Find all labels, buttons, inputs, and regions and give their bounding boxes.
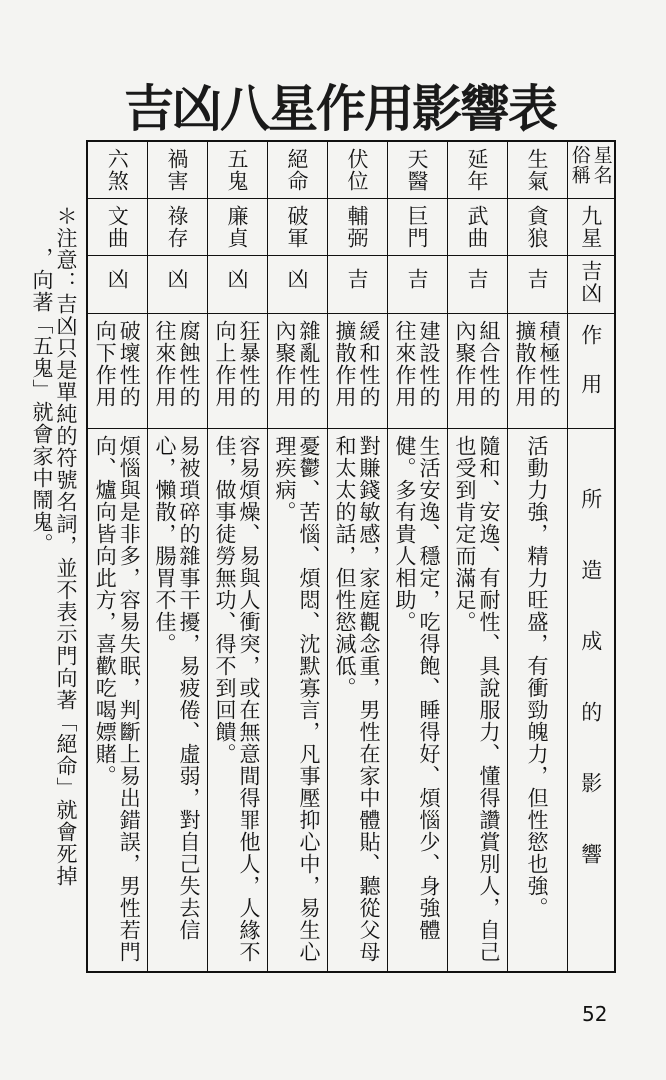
page-number: 52 (582, 1002, 608, 1026)
header-nine: 九星 (567, 199, 615, 256)
cell-nine-5: 廉貞 (207, 199, 267, 256)
cell-action-6: 腐蝕性的往來作用 (147, 314, 207, 429)
cell-effect-2: 生活安逸、穩定，吃得飽、睡得好、煩惱少、身強體健。多有貴人相助。 (387, 429, 447, 973)
cell-action-7: 破壞性的向下作用 (87, 314, 147, 429)
cell-nine-1: 武曲 (447, 199, 507, 256)
footnote-line-1: ＊注意：吉凶只是單純的符號名詞，並不表示門向著「絕命」就會死掉 (54, 205, 78, 887)
cell-luck-0: 吉 (507, 256, 567, 314)
cell-name-7: 六煞 (87, 141, 147, 199)
cell-effect-6: 易被瑣碎的雜事干擾，易疲倦、虛弱，對自己失去信心，懶散，腸胃不佳。 (147, 429, 207, 973)
cell-nine-4: 破軍 (267, 199, 327, 256)
cell-action-4: 雜亂性的內聚作用 (267, 314, 327, 429)
header-name: 星名俗稱 (567, 141, 615, 199)
cell-effect-1: 隨和、安逸、有耐性、具說服力、懂得讚賞別人，自己也受到肯定而滿足。 (447, 429, 507, 973)
page-title: 吉凶八星作用影響表 (124, 80, 556, 138)
footnote (28, 205, 78, 965)
cell-name-1: 延年 (447, 141, 507, 199)
cell-name-4: 絕命 (267, 141, 327, 199)
cell-nine-0: 貪狼 (507, 199, 567, 256)
cell-action-3: 緩和性的擴散作用 (327, 314, 387, 429)
cell-effect-0: 活動力強，精力旺盛，有衝勁魄力，但性慾也強。 (507, 429, 567, 973)
cell-luck-6: 凶 (147, 256, 207, 314)
row-luck (87, 256, 615, 314)
cell-effect-5: 容易煩燥、易與人衝突，或在無意間得罪他人，人緣不佳，做事徒勞無功、得不到回饋。 (207, 429, 267, 973)
cell-luck-2: 吉 (387, 256, 447, 314)
cell-nine-2: 巨門 (387, 199, 447, 256)
cell-name-2: 天醫 (387, 141, 447, 199)
cell-action-1: 組合性的內聚作用 (447, 314, 507, 429)
cell-luck-3: 吉 (327, 256, 387, 314)
cell-action-2: 建設性的往來作用 (387, 314, 447, 429)
cell-nine-7: 文曲 (87, 199, 147, 256)
cell-luck-7: 凶 (87, 256, 147, 314)
cell-name-0: 生氣 (507, 141, 567, 199)
cell-luck-5: 凶 (207, 256, 267, 314)
cell-nine-6: 祿存 (147, 199, 207, 256)
row-nine-star (87, 199, 615, 256)
row-action (87, 314, 615, 429)
header-action: 作用 (567, 314, 615, 429)
star-effect-table (86, 140, 616, 973)
row-effect (87, 429, 615, 973)
cell-name-5: 五鬼 (207, 141, 267, 199)
cell-name-3: 伏位 (327, 141, 387, 199)
cell-action-5: 狂暴性的向上作用 (207, 314, 267, 429)
cell-effect-7: 煩惱與是非多，容易失眠，判斷上易出錯誤，男性若門向、爐向皆向此方，喜歡吃喝嫖賭。 (87, 429, 147, 973)
cell-action-0: 積極性的擴散作用 (507, 314, 567, 429)
cell-nine-3: 輔弼 (327, 199, 387, 256)
row-star-name (87, 141, 615, 199)
cell-name-6: 禍害 (147, 141, 207, 199)
cell-luck-1: 吉 (447, 256, 507, 314)
header-effect: 所造成的影響 (567, 429, 615, 973)
cell-effect-3: 對賺錢敏感，家庭觀念重，男性在家中體貼、聽從父母和太太的話，但性慾減低。 (327, 429, 387, 973)
footnote-line-2: ，向著「五鬼」就會家中鬧鬼。 (30, 247, 54, 555)
cell-luck-4: 凶 (267, 256, 327, 314)
header-luck: 吉凶 (567, 256, 615, 314)
cell-effect-4: 憂鬱、苦惱、煩悶、沈默寡言，凡事壓抑心中，易生心理疾病。 (267, 429, 327, 973)
